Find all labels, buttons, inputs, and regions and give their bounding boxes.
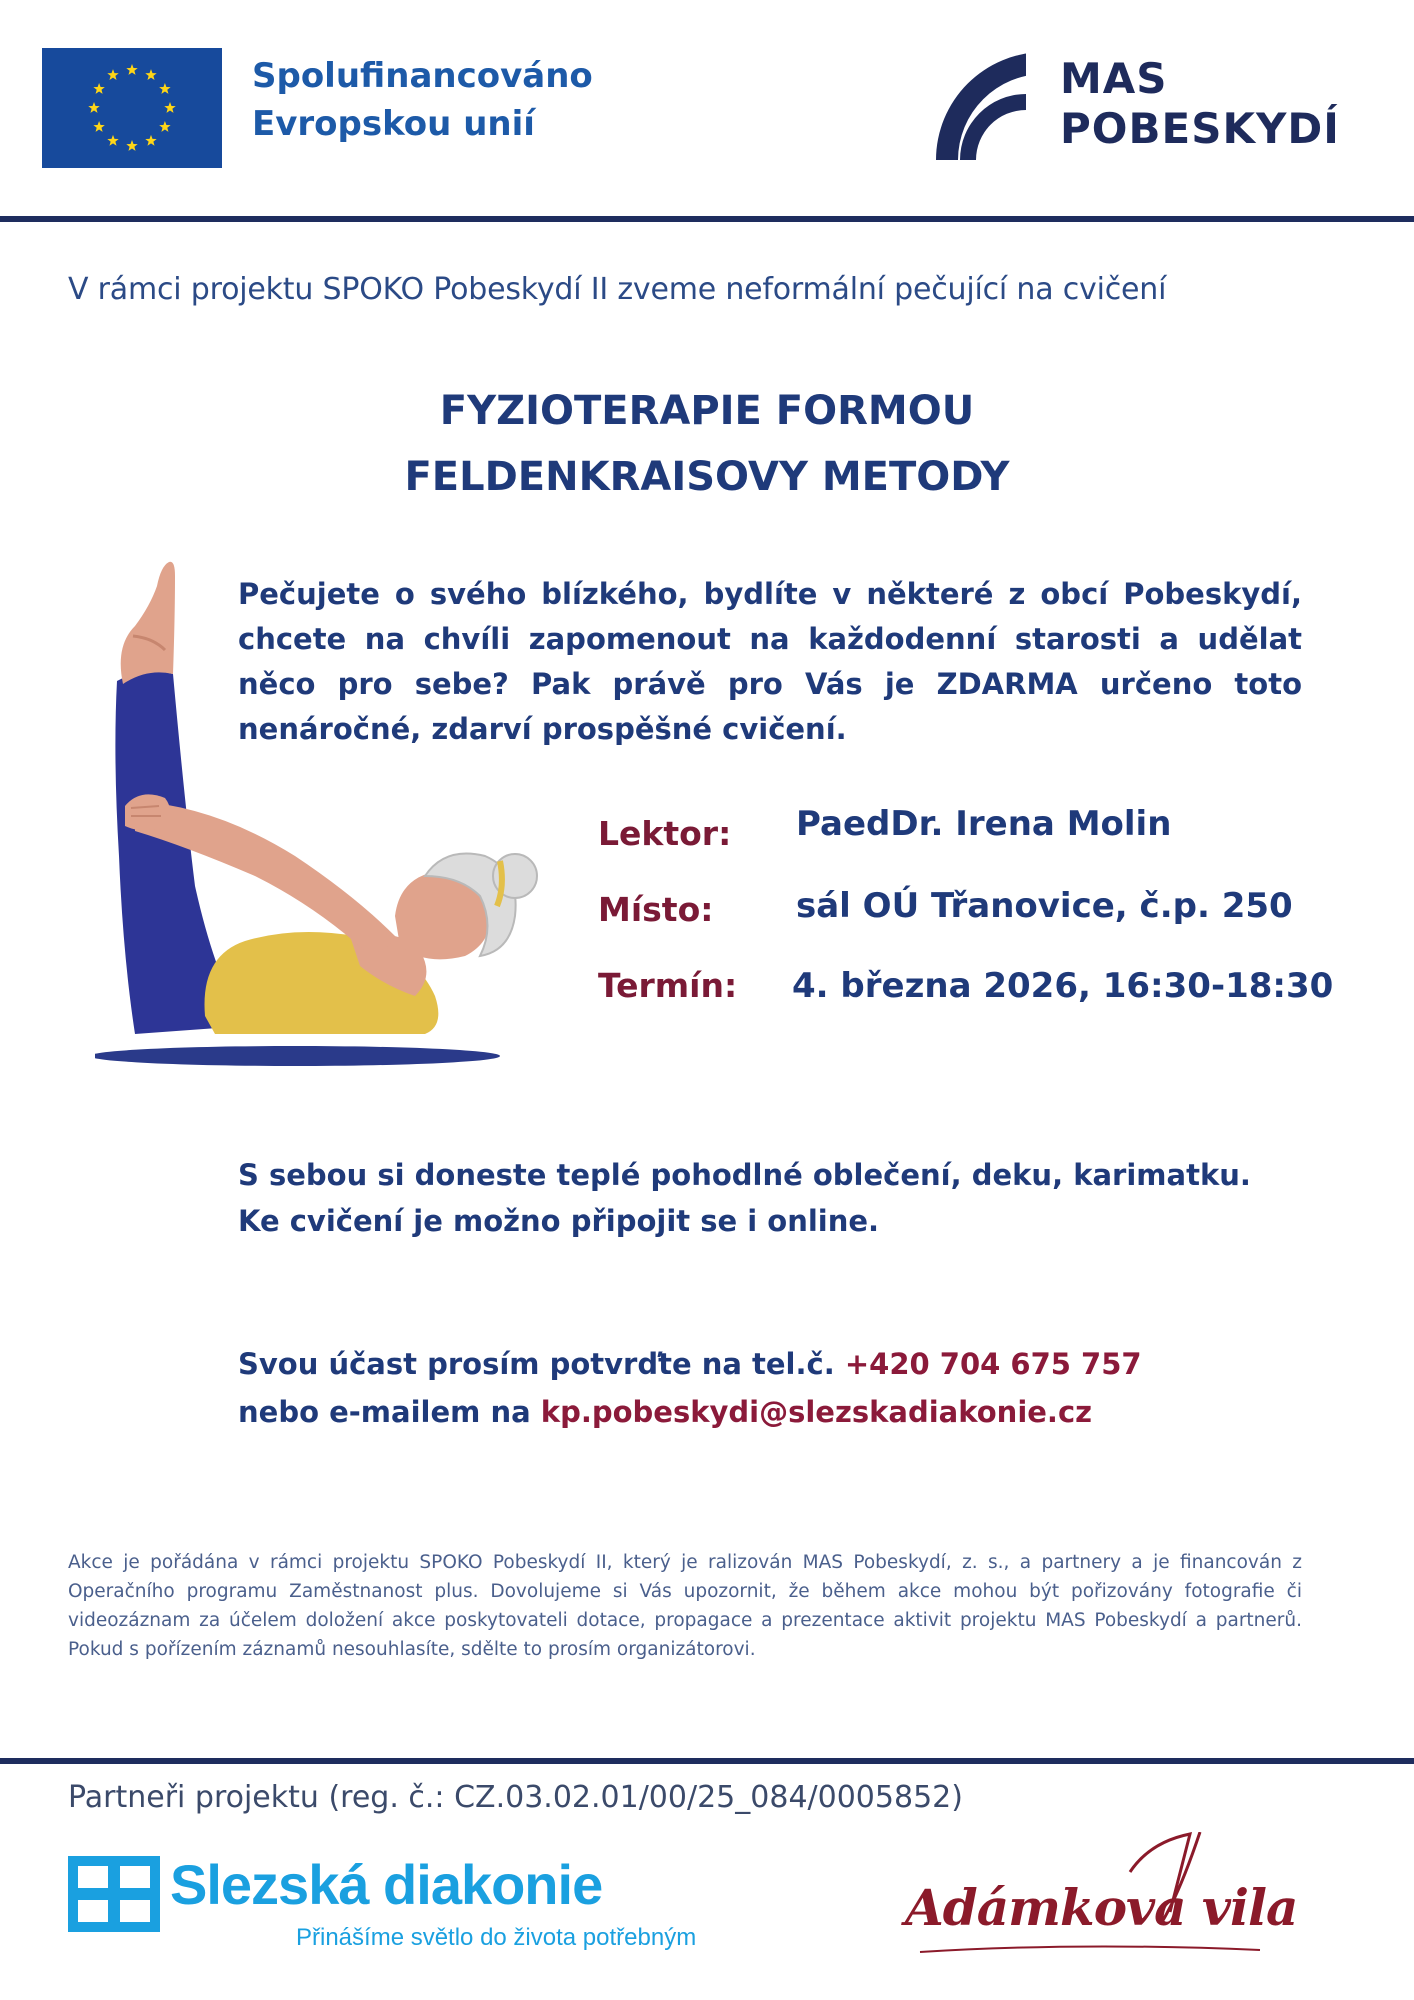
eu-line-2: Evropskou unií [252,104,535,144]
intro-text: V rámci projektu SPOKO Pobeskydí II zveme neformální pečující na cvičení [68,272,1167,307]
bottom-divider [0,1758,1414,1764]
place-value: sál OÚ Třanovice, č.p. 250 [796,886,1293,926]
top-divider [0,216,1414,222]
email-link[interactable]: kp.pobeskydi@slezskadiakonie.cz [540,1395,1093,1429]
mas-arc-logo-icon [936,52,1026,162]
confirm-phone-line [238,1340,1142,1388]
disclaimer-text: Akce je pořádána v rámci projektu SPOKO Pobeskydí II, který je ralizován MAS Pobeskydí, z. s., a partnery a je financován z Operačního programu Zaměstnanost plus. Dovolujeme si Vás upozornit, že během akce mohou být pořizovány fotografie či videozáznam za účelem doložení akce poskytovateli dotace, propagace a prezentace aktivit projektu MAS Pobeskydí a partnerů. Pokud s pořízením záznamů nesouhlasíte, sdělte to prosím organizátorovi. [68,1552,1302,1660]
lead-paragraph: Pečujete o svého blízkého, bydlíte v některé z obcí Pobeskydí, chcete na chvíli zapomenout na každodenní starosti a udělat něco pro sebe? Pak právě pro Vás je ZDARMA určeno toto nenáročné, zdarví prospěšné cvičení. [238,577,1302,746]
slezska-diakonie-tagline: Přinášíme světlo do života potřebným [296,1924,697,1951]
title-line-2: FELDENKRAISOVY METODY [404,454,1010,500]
date-label: Termín: [598,966,738,1005]
date-value: 4. března 2026, 16:30-18:30 [792,966,1334,1006]
lecturer-value: PaedDr. Irena Molin [796,804,1172,844]
confirm-attendance [238,1340,1142,1436]
place-label: Místo: [598,890,714,929]
phone-link[interactable]: +420 704 675 757 [844,1347,1142,1381]
note-line-2: Ke cvičení je možno připojit se i online. [238,1204,880,1238]
mas-line-2: POBESKYDÍ [1060,104,1340,153]
confirm-email-prefix: nebo e-mailem na [238,1395,531,1429]
eu-line-1: Spolufinancováno [252,56,593,96]
mas-line-1: MAS [1060,54,1168,103]
bring-along-note [238,1152,1251,1244]
mas-pobeskydi-logo-text [1060,54,1340,154]
confirm-email-line [238,1388,1142,1436]
slezska-diakonie-logo-icon [68,1856,160,1932]
slezska-diakonie-name: Slezská diakonie [170,1853,603,1916]
adamkova-vila-name: Adámkova vila [905,1878,1298,1937]
page-title [0,378,1414,510]
eu-flag-icon [42,48,222,168]
lecturer-label: Lektor: [598,814,732,853]
partners-heading: Partneři projektu (reg. č.: CZ.03.02.01/00/25_084/0005852) [68,1780,963,1815]
title-line-1: FYZIOTERAPIE FORMOU [439,388,975,434]
note-line-1: S sebou si doneste teplé pohodlné oblečení, deku, karimatku. [238,1158,1251,1192]
eu-cofinanced-text [252,52,593,148]
confirm-phone-prefix: Svou účast prosím potvrďte na tel.č. [238,1347,835,1381]
